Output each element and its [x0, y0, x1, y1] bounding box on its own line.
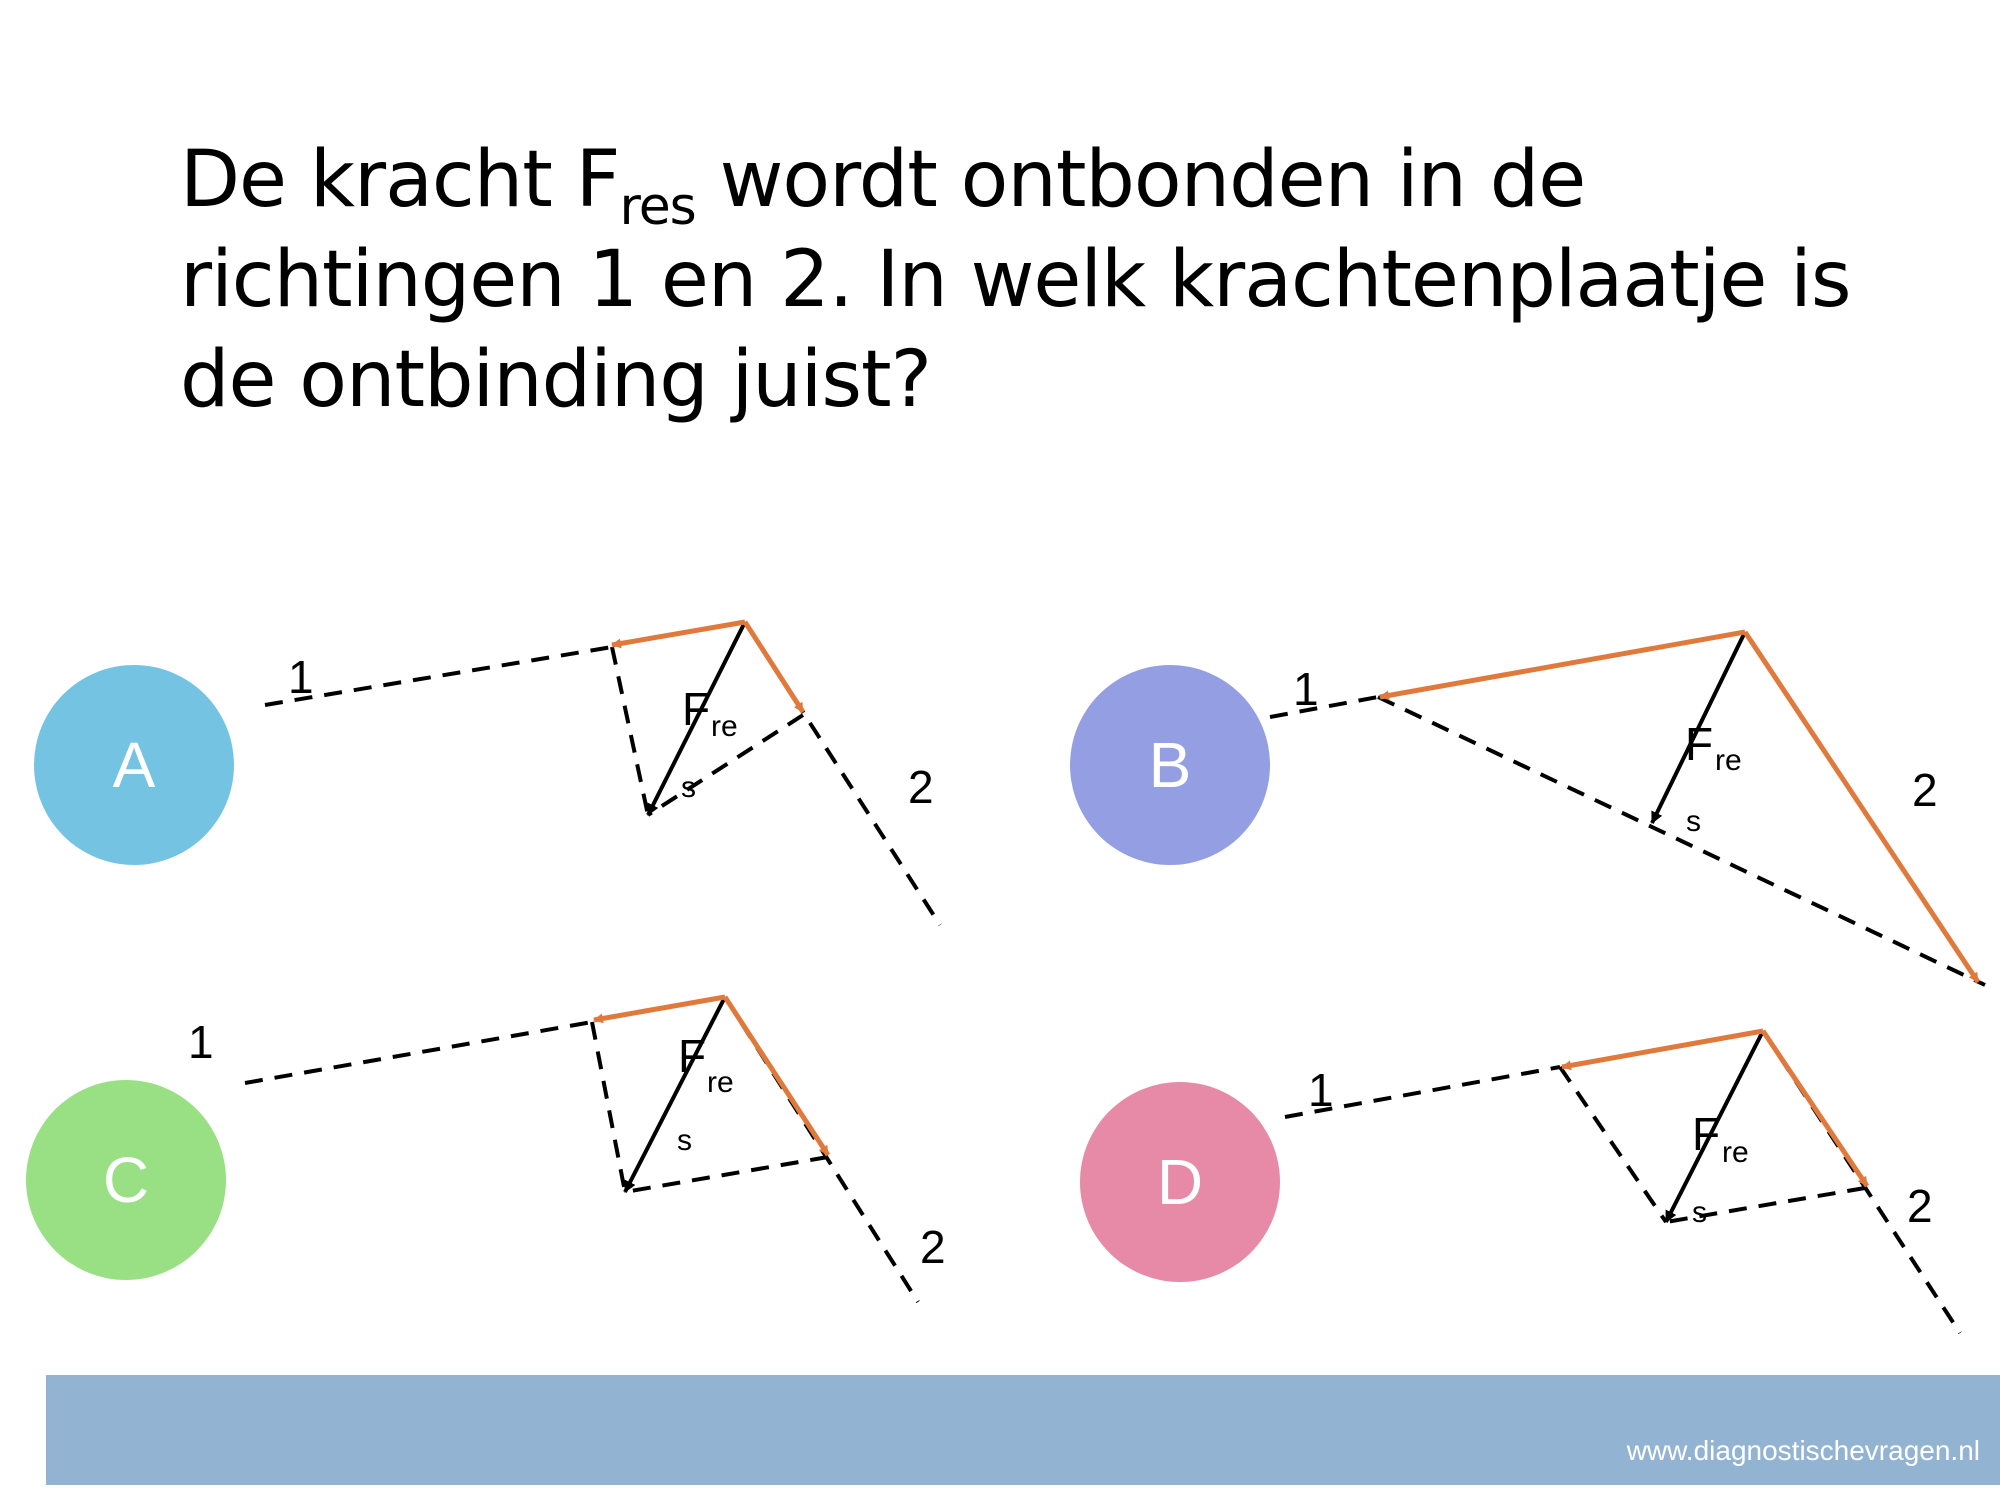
component-arrow-d2	[1763, 1031, 1867, 1186]
force-label-F-a: F	[682, 683, 711, 735]
force-label-F-b: F	[1685, 718, 1714, 770]
force-label-s-c: s	[677, 1124, 692, 1157]
diagram-a	[265, 622, 940, 925]
option-b-button[interactable]	[1070, 665, 1270, 865]
parallelogram-side-d1	[1560, 1067, 1666, 1222]
question-part2: wordt ontbonden in de richtingen 1 en 2. In welk krachtenplaatje is de ontbinding juist?	[180, 135, 1851, 425]
label-1-b: 1	[1293, 663, 1319, 715]
component-arrow-b2	[1745, 632, 1978, 982]
question-subscript: res	[619, 177, 696, 238]
diagram-b	[1270, 632, 1985, 985]
direction-1-line-a	[265, 647, 612, 705]
force-label-re-c: re	[707, 1066, 734, 1099]
footer-url[interactable]: www.diagnostischevragen.nl	[1626, 1435, 1980, 1466]
label-1-a: 1	[288, 651, 314, 703]
label-2-a: 2	[908, 761, 934, 813]
question-part1: De kracht F	[180, 135, 620, 225]
label-2-d: 2	[1907, 1180, 1933, 1232]
component-arrow-d1	[1562, 1031, 1763, 1067]
force-label-re-d: re	[1722, 1136, 1749, 1169]
diagram-c	[188, 997, 946, 1302]
parallelogram-side-c1	[592, 1022, 625, 1192]
force-label-F-c: F	[678, 1030, 707, 1082]
option-a-button[interactable]	[34, 665, 234, 865]
component-arrow-c1	[594, 997, 725, 1020]
label-1-c: 1	[188, 1016, 214, 1068]
parallelogram-side-a1	[612, 647, 648, 815]
diagram-d	[1285, 1031, 1960, 1333]
parallelogram-side-c2	[625, 1157, 828, 1192]
option-d-button[interactable]	[1080, 1082, 1280, 1282]
footer-bar	[46, 1375, 2000, 1485]
direction-1-line-b	[1270, 697, 1378, 717]
direction-1-line-c	[245, 1022, 592, 1083]
force-label-F-d: F	[1692, 1108, 1721, 1160]
label-2-c: 2	[920, 1221, 946, 1273]
force-label-s-b: s	[1686, 805, 1701, 838]
component-arrow-b1	[1380, 632, 1745, 697]
option-c-button[interactable]	[26, 1080, 226, 1280]
option-c-label: C	[102, 1144, 150, 1216]
component-arrow-a1	[612, 622, 745, 645]
component-arrow-c2	[725, 997, 828, 1155]
label-2-b: 2	[1912, 764, 1938, 816]
option-d-label: D	[1156, 1146, 1204, 1218]
component-arrow-a2	[745, 622, 803, 712]
option-b-label: B	[1148, 729, 1192, 801]
force-label-s-a: s	[681, 771, 696, 804]
force-label-s-d: s	[1692, 1196, 1707, 1229]
force-label-re-a: re	[711, 710, 738, 743]
option-a-label: A	[112, 729, 156, 801]
label-1-d: 1	[1308, 1064, 1334, 1116]
force-label-re-b: re	[1715, 744, 1742, 777]
direction-2-line-b	[1378, 697, 1985, 985]
